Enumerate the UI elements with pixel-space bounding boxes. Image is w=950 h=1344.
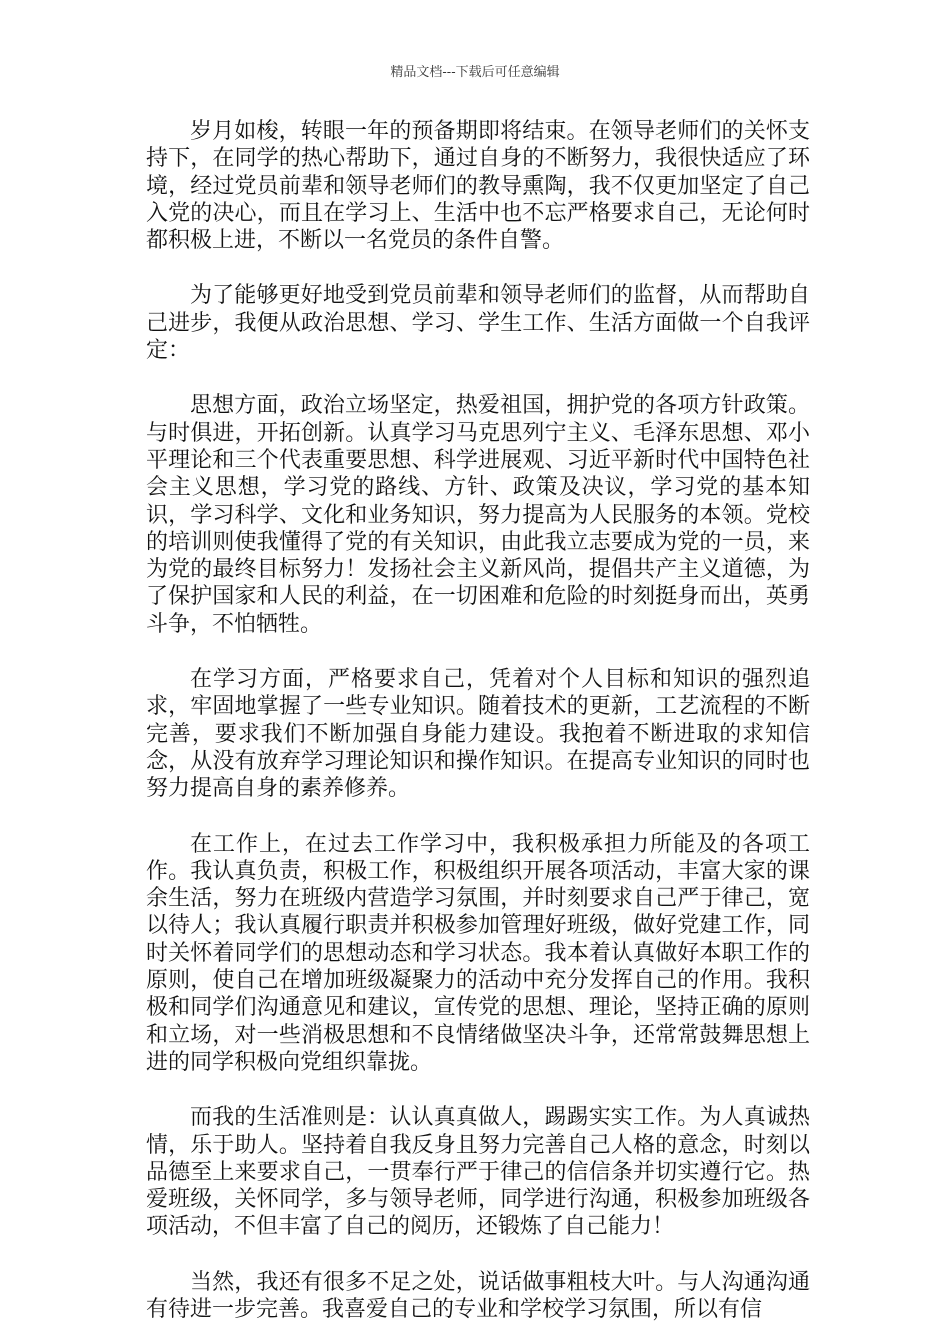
document-body [146,118,810,1323]
paragraph-political-thought: 思想方面，政治立场坚定，热爱祖国，拥护党的各项方针政策。与时俱进，开拓创新。认真学习马克思列宁主义、毛泽东思想、邓小平理论和三个代表重要思想、科学进展观、习近平新时代中国特色社会主义思想，学习党的路线、方针、政策及决议，学习党的基本知识，学习科学、文化和业务知识，努力提高为人民服务的本领。党校的培训则使我懂得了党的有关知识，由此我立志要成为党的一员，来为党的最终目标努力！发扬社会主义新风尚，提倡共产主义道德，为了保护国家和人民的利益，在一切困难和危险的时刻挺身而出，英勇斗争，不怕牺牲。 [146,393,810,637]
paragraph-life: 而我的生活准则是：认认真真做人，踢踢实实工作。为人真诚热情，乐于助人。坚持着自我反身且努力完善自己人格的意念，时刻以品德至上来要求自己，一贯奉行严于律己的信信条并切实遵行它。热爱班级，关怀同学，多与领导老师，同学进行沟通，积极参加班级各项活动，不但丰富了自己的阅历，还锻炼了自己能力！ [146,1105,810,1240]
paragraph-shortcomings: 当然，我还有很多不足之处，说话做事粗枝大叶。与人沟通沟通有待进一步完善。我喜爱自己的专业和学校学习氛围，所以有信 [146,1269,810,1322]
paragraph-self-evaluation-intro: 为了能够更好地受到党员前辈和领导老师们的监督，从而帮助自己进步，我便从政治思想、学习、学生工作、生活方面做一个自我评定： [146,283,810,364]
paragraph-study: 在学习方面，严格要求自己，凭着对个人目标和知识的强烈追求，牢固地掌握了一些专业知识。随着技术的更新，工艺流程的不断完善，要求我们不断加强自身能力建设。我抱着不断进取的求知信念，从没有放弃学习理论知识和操作知识。在提高专业知识的同时也努力提高自身的素养修养。 [146,667,810,802]
paragraph-work: 在工作上，在过去工作学习中，我积极承担力所能及的各项工作。我认真负责，积极工作，积极组织开展各项活动，丰富大家的课余生活，努力在班级内营造学习氛围，并时刻要求自己严于律己，宽以待人；我认真履行职责并积极参加管理好班级，做好党建工作，同时关怀着同学们的思想动态和学习状态。我本着认真做好本职工作的原则，使自己在增加班级凝聚力的活动中充分发挥自己的作用。我积极和同学们沟通意见和建议，宣传党的思想、理论，坚持正确的原则和立场，对一些消极思想和不良情绪做坚决斗争，还常常鼓舞思想上进的同学积极向党组织靠拢。 [146,831,810,1075]
page-header: 精品文档---下载后可任意编辑 [390,65,560,80]
paragraph-intro: 岁月如梭，转眼一年的预备期即将结束。在领导老师们的关怀支持下，在同学的热心帮助下，通过自身的不断努力，我很快适应了环境，经过党员前辈和领导老师们的教导熏陶，我不仅更加坚定了自己入党的决心，而且在学习上、生活中也不忘严格要求自己，无论何时都积极上进，不断以一名党员的条件自警。 [146,119,810,254]
